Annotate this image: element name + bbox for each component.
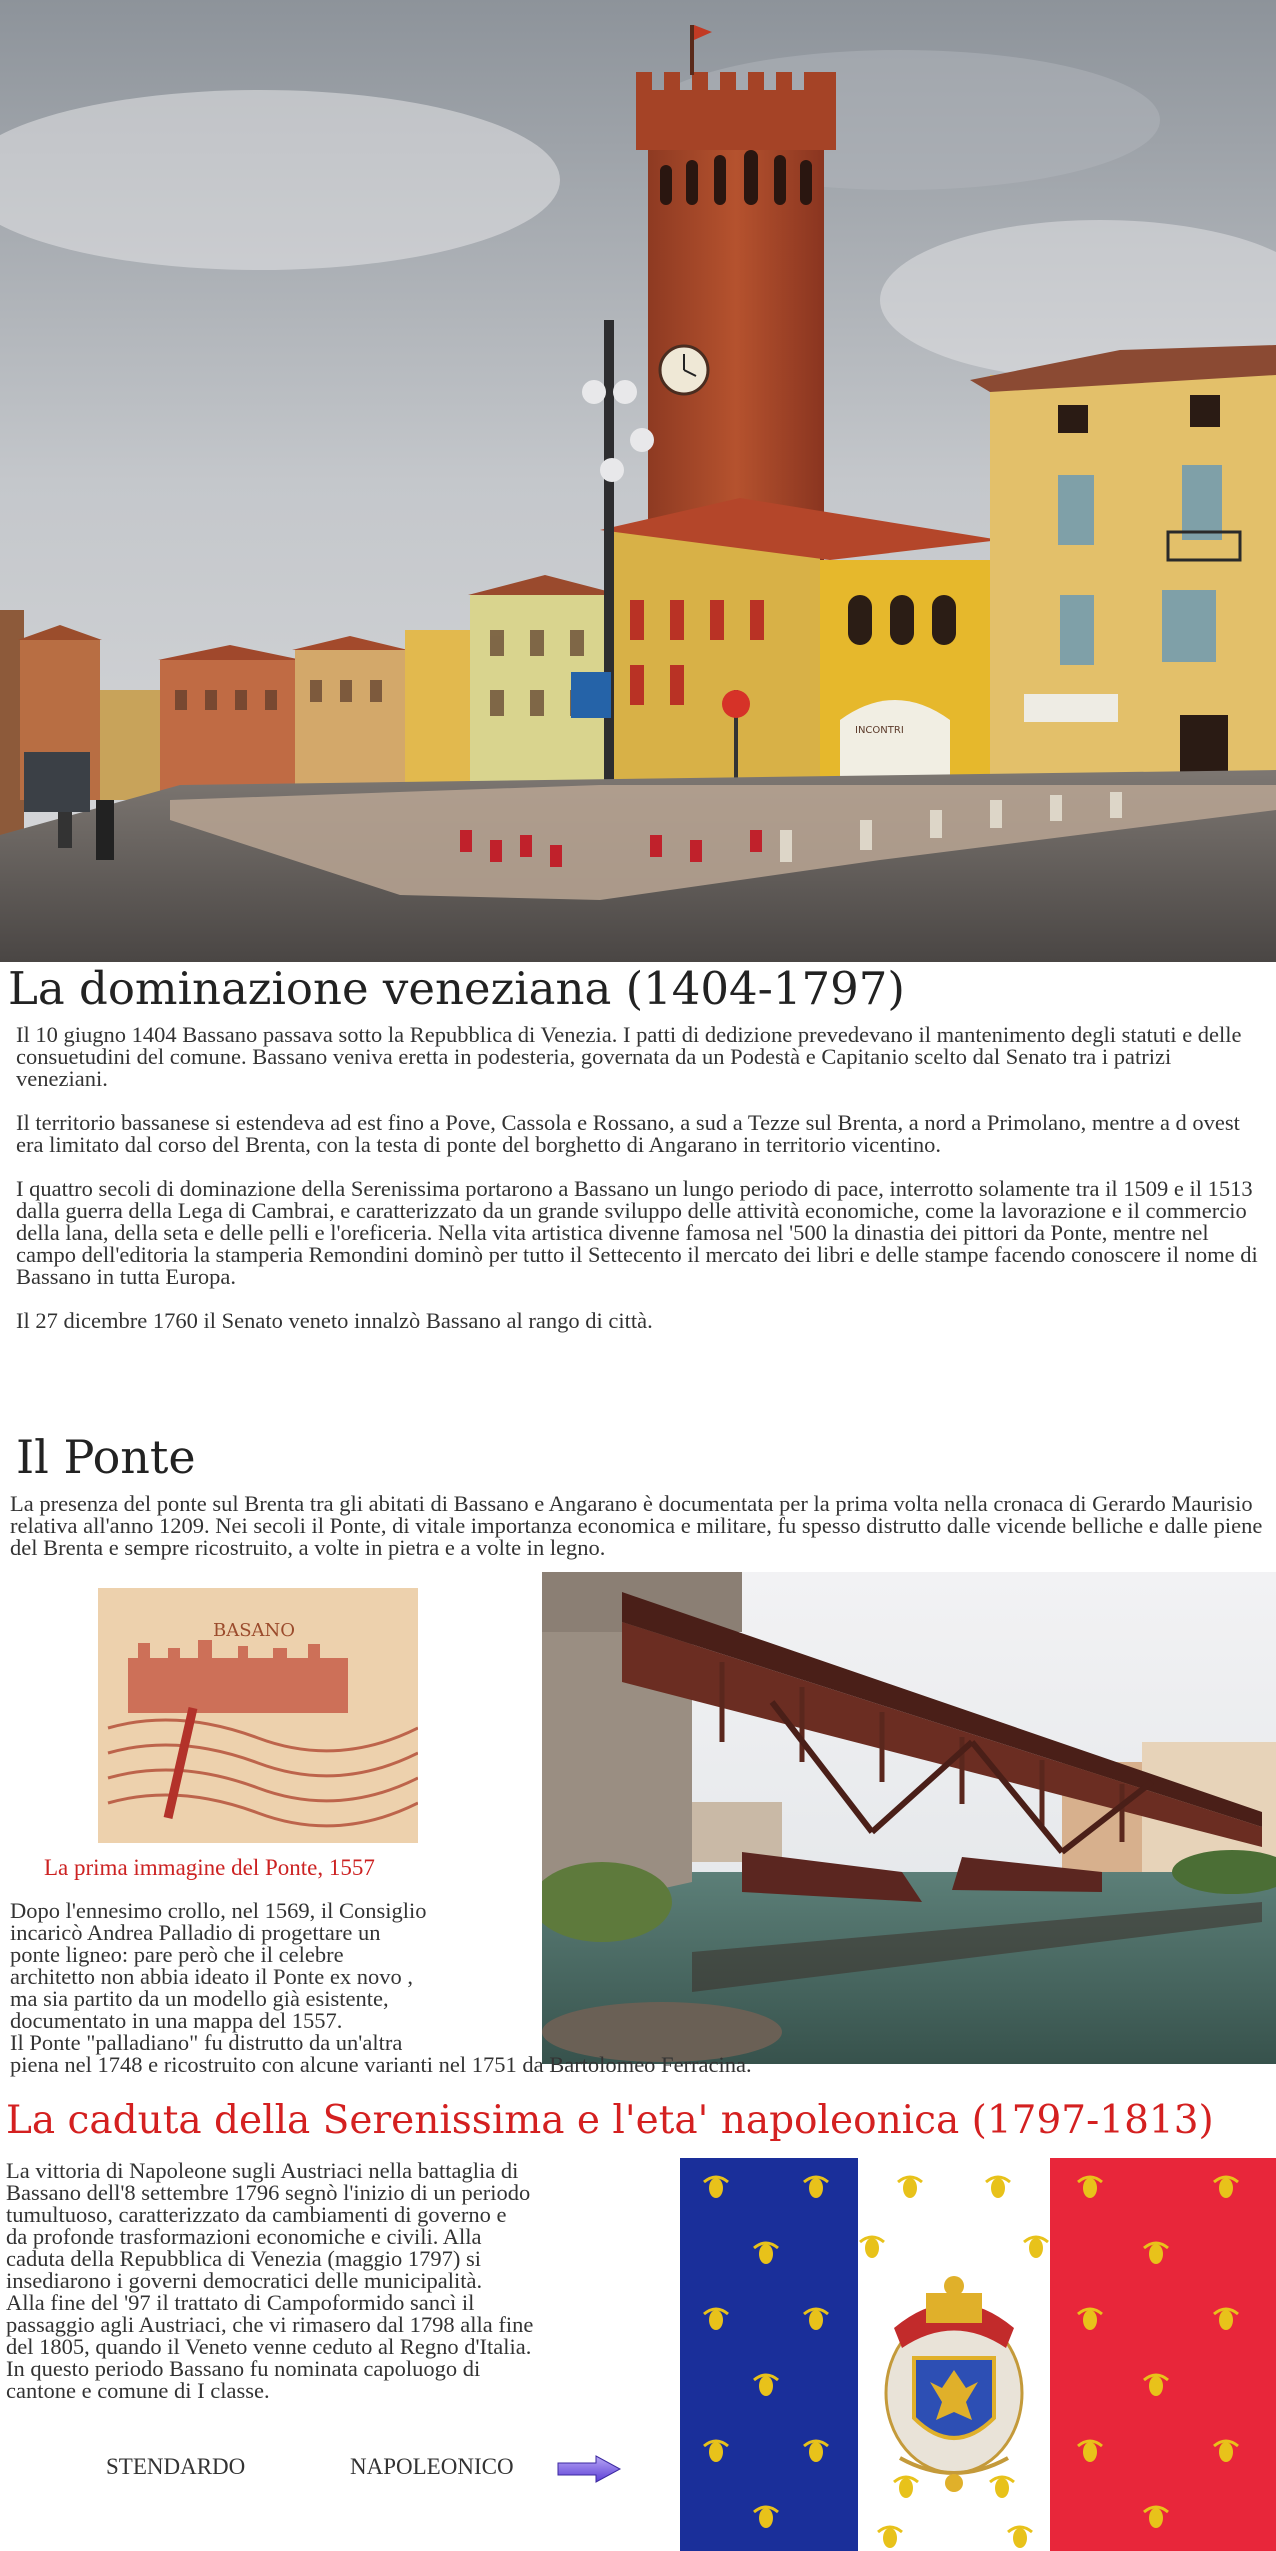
shop-sign-text: INCONTRI <box>855 725 904 736</box>
old-map-illustration <box>98 1588 418 1843</box>
bee-icon <box>1029 2238 1043 2258</box>
map-caption: La prima immagine del Ponte, 1557 <box>44 1855 375 1880</box>
venetian-rule-text <box>16 1024 1266 1354</box>
bee-icon <box>991 2178 1005 2198</box>
flag-illustration <box>680 2158 1276 2551</box>
bee-icon <box>883 2528 897 2548</box>
bee-icon <box>995 2478 1009 2498</box>
bee-icon <box>709 2442 723 2462</box>
bee-icon <box>1149 2244 1163 2264</box>
bee-icon <box>809 2442 823 2462</box>
bee-icon <box>809 2178 823 2198</box>
text-line: da profonde trasformazioni economiche e civili. Alla <box>6 2224 482 2249</box>
bassano-square-photo <box>0 0 1276 962</box>
text-line: Il Ponte "palladiano" fu distrutto da un'altra <box>10 2030 403 2055</box>
text-line: ma sia partito da un modello già esistente, <box>10 1986 389 2011</box>
bee-icon <box>759 2508 773 2528</box>
text-line: caduta della Repubblica di Venezia (maggio 1797) si <box>6 2246 482 2271</box>
old-map-image <box>98 1588 418 1843</box>
text-line: La vittoria di Napoleone sugli Austriaci nella battaglia di <box>6 2158 519 2183</box>
bridge-history-text <box>10 1900 1272 2076</box>
bee-icon <box>903 2178 917 2198</box>
text-line: cantone e comune di I classe. <box>6 2378 270 2403</box>
text-line: del 1805, quando il Veneto venne ceduto al Regno d'Italia. <box>6 2334 532 2359</box>
paragraph: Il 10 giugno 1404 Bassano passava sotto la Repubblica di Venezia. I patti di dedizione prevedevano il mantenimento degli statuti e delle consuetudini del comune. Bassano veniva eretta in podesteria, governata da un Podestà e Capitanio scelto dal Senato tra i patrizi veneziani. <box>16 1022 1242 1091</box>
paragraph: Il 27 dicembre 1760 il Senato veneto innalzò Bassano al rango di città. <box>16 1308 653 1333</box>
section-title-venetian-rule: La dominazione veneziana (1404-1797) <box>8 962 905 1015</box>
napoleonic-era-text <box>6 2160 666 2402</box>
bee-icon <box>759 2244 773 2264</box>
bee-icon <box>1083 2442 1097 2462</box>
text-line: tumultuoso, caratterizzato da cambiamenti di governo e <box>6 2202 507 2227</box>
bee-icon <box>1083 2178 1097 2198</box>
section-title-napoleonic-era: La caduta della Serenissima e l'eta' napoleonica (1797-1813) <box>6 2098 1214 2143</box>
text-line: insediarono i governi democratici delle municipalità. <box>6 2268 483 2293</box>
tower-square-illustration <box>0 0 1276 962</box>
paragraph: Il territorio bassanese si estendeva ad est fino a Pove, Cassola e Rossano, a sud a Tezze sul Brenta, a nord a Primolano, mentre a d ovest era limitato dal corso del Brenta, con la testa di ponte del borghetto di Angarano in territorio vicentino. <box>16 1110 1240 1157</box>
text-line: Bassano dell'8 settembre 1796 segnò l'inizio di un periodo <box>6 2180 531 2205</box>
bee-icon <box>1219 2178 1233 2198</box>
bee-icon <box>899 2478 913 2498</box>
bee-icon <box>1219 2442 1233 2462</box>
bee-icon <box>1013 2528 1027 2548</box>
text-line: ponte ligneo: pare però che il celebre <box>10 1942 344 1967</box>
bee-icon <box>709 2310 723 2330</box>
bee-icon <box>1083 2310 1097 2330</box>
text-line: passaggio agli Austriaci, che vi rimasero dal 1798 alla fine <box>6 2312 534 2337</box>
text-line: documentato in una mappa del 1557. <box>10 2008 343 2033</box>
bridge-intro-text: La presenza del ponte sul Brenta tra gli abitati di Bassano e Angarano è documentata per la prima volta nella cronaca di Gerardo Maurisio relativa all'anno 1209. Nei secoli il Ponte, di vitale importanza economica e militare, fu spesso distrutto dalle vicende belliche e dalle piene del Brenta e sempre ricostruito, a volte in pietra e a volte in legno. <box>10 1491 1263 1560</box>
bee-icon <box>1149 2376 1163 2396</box>
text-line: Alla fine del '97 il trattato di Campoformido sancì il <box>6 2290 475 2315</box>
text-line: piena nel 1748 e ricostruito con alcune varianti nel 1751 da Bartolomeo Ferracina. <box>10 2052 752 2077</box>
bee-icon <box>809 2310 823 2330</box>
text-line: architetto non abbia ideato il Ponte ex novo , <box>10 1964 414 1989</box>
paragraph: I quattro secoli di dominazione della Serenissima portarono a Bassano un lungo periodo di pace, interrotto solamente tra il 1509 e il 1513 dalla guerra della Lega di Cambrai, e caratterizzato da un grande sviluppo delle attività economiche, come la lavorazione e il commercio della lana, della seta e delle pelli e l'oreficeria. Nella vita artistica divenne famosa nel '500 la dinastia dei pittori da Ponte, mentre nel campo dell'editoria la stamperia Remondini dominò per tutto il Settecento il mercato dei libri e delle stampe facendo conoscere il nome di Bassano in tutta Europa. <box>16 1176 1258 1289</box>
text-line: In questo periodo Bassano fu nominata capoluogo di <box>6 2356 481 2381</box>
bee-icon <box>709 2178 723 2198</box>
napoleonic-word: NAPOLEONICO <box>350 2454 514 2479</box>
bee-icon <box>1219 2310 1233 2330</box>
napoleonic-standard-flag <box>680 2158 1276 2551</box>
arrow-right-icon <box>556 2454 622 2484</box>
map-town-label: BASANO <box>213 1620 296 1641</box>
standard-word: STENDARDO <box>106 2454 246 2479</box>
text-line: Dopo l'ennesimo crollo, nel 1569, il Consiglio <box>10 1898 427 1923</box>
text-line: incaricò Andrea Palladio di progettare un <box>10 1920 381 1945</box>
bee-icon <box>1149 2508 1163 2528</box>
section-title-bridge: Il Ponte <box>16 1430 196 1484</box>
bee-icon <box>759 2376 773 2396</box>
bee-icon <box>865 2238 879 2258</box>
